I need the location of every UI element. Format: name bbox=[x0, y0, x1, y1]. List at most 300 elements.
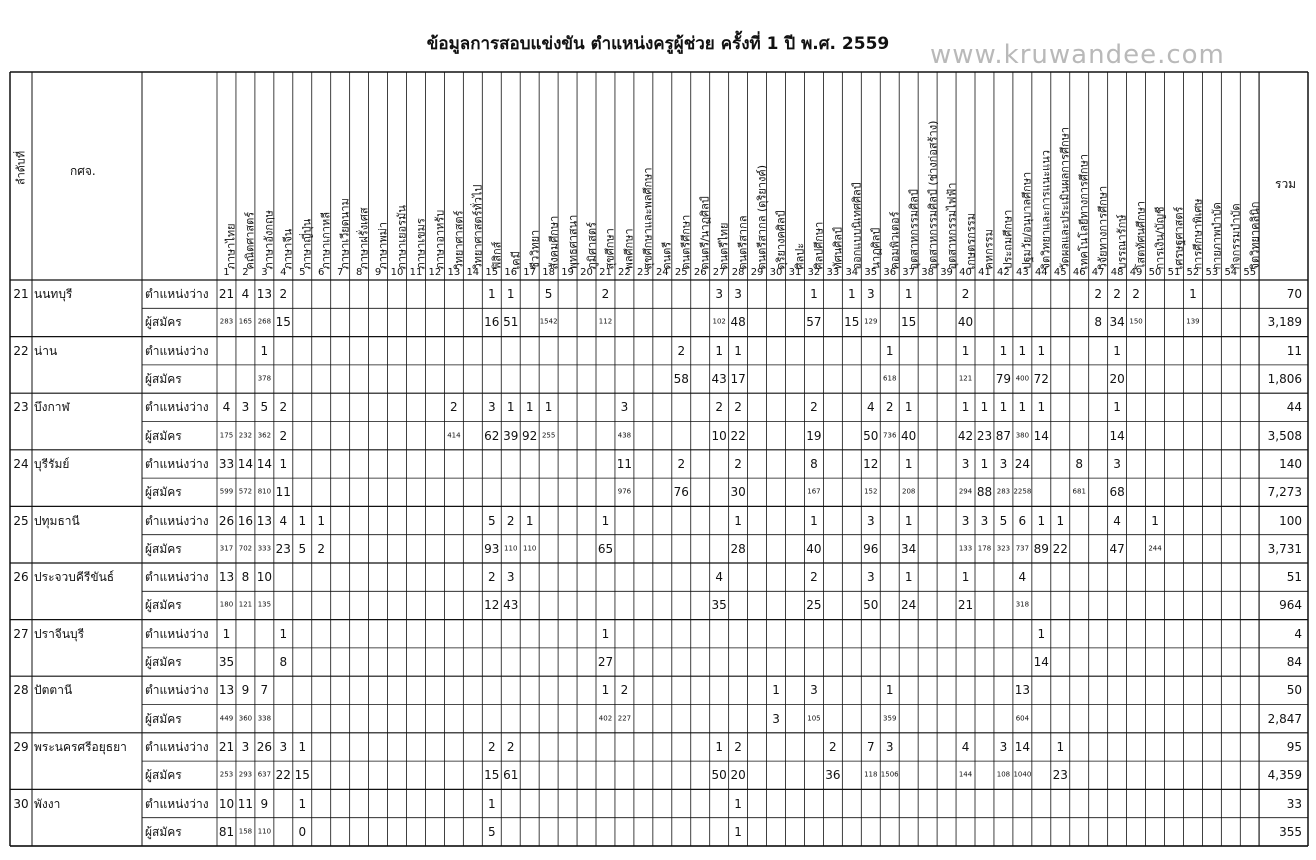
subject-header: โสตทัศนศึกษา bbox=[1134, 200, 1148, 270]
vacancy-value: 1 bbox=[999, 343, 1008, 358]
vacancy-value: 4 bbox=[715, 570, 723, 585]
applicant-value: 167 bbox=[807, 487, 821, 496]
label-vacancy: ตำแหน่งว่าง bbox=[145, 456, 209, 471]
column-number: 31 bbox=[788, 267, 802, 278]
applicant-value: 40 bbox=[806, 541, 822, 556]
vacancy-total: 4 bbox=[1294, 626, 1302, 641]
province-name: น่าน bbox=[34, 343, 58, 358]
vacancy-value: 3 bbox=[866, 287, 875, 302]
vacancy-value: 4 bbox=[279, 513, 288, 528]
applicant-value: 268 bbox=[257, 317, 272, 326]
vacancy-value: 1 bbox=[734, 796, 742, 811]
subject-header: ออกแบบนิเทศศิลป์ bbox=[850, 182, 864, 270]
applicant-value: 96 bbox=[863, 541, 879, 556]
vacancy-value: 1 bbox=[1056, 739, 1065, 754]
applicant-value: 40 bbox=[901, 428, 917, 443]
applicant-value: 87 bbox=[995, 428, 1012, 443]
column-number: 51 bbox=[1167, 267, 1181, 278]
vacancy-total: 11 bbox=[1286, 343, 1302, 358]
vacancy-value: 1 bbox=[279, 626, 288, 641]
vacancy-value: 2 bbox=[810, 400, 818, 415]
vacancy-value: 3 bbox=[241, 739, 250, 754]
vacancy-total: 70 bbox=[1286, 287, 1302, 302]
label-applicant: ผู้สมัคร bbox=[145, 485, 182, 500]
row-number: 21 bbox=[13, 287, 29, 302]
vacancy-value: 1 bbox=[734, 513, 742, 528]
column-number: 19 bbox=[561, 267, 574, 278]
applicant-value: 1 bbox=[734, 824, 742, 839]
province-name: ปัตตานี bbox=[34, 683, 73, 698]
vacancy-total: 100 bbox=[1279, 513, 1302, 528]
applicant-value: 283 bbox=[219, 317, 234, 326]
applicant-total: 2,847 bbox=[1267, 711, 1302, 726]
subject-header: ประถมศึกษา bbox=[1001, 209, 1015, 270]
subject-header: วิทยาศาสตร์ bbox=[452, 210, 466, 270]
column-number: 40 bbox=[959, 267, 972, 278]
applicant-total: 7,273 bbox=[1267, 485, 1302, 500]
column-number: 24 bbox=[655, 267, 669, 278]
subject-header: อุตสาหกรรมศิลป์ (ช่างก่อสร้าง) bbox=[926, 120, 940, 270]
vacancy-value: 1 bbox=[298, 739, 307, 754]
vacancy-value: 1 bbox=[999, 400, 1008, 415]
province-name: บึงกาฬ bbox=[34, 400, 70, 415]
vacancy-total: 140 bbox=[1279, 456, 1302, 471]
vacancy-value: 2 bbox=[885, 400, 894, 415]
vacancy-value: 1 bbox=[601, 626, 610, 641]
subject-header: ปฐมวัย/อนุบาลศึกษา bbox=[1020, 171, 1034, 270]
vacancy-value: 12 bbox=[863, 456, 879, 471]
vacancy-value: 1 bbox=[772, 683, 780, 698]
vacancy-value: 1 bbox=[904, 287, 913, 302]
applicant-value: 121 bbox=[958, 374, 973, 383]
label-vacancy: ตำแหน่งว่าง bbox=[145, 683, 209, 698]
vacancy-value: 1 bbox=[222, 626, 231, 641]
vacancy-value: 4 bbox=[241, 287, 250, 302]
column-number: 33 bbox=[826, 267, 840, 278]
label-vacancy: ตำแหน่งว่าง bbox=[145, 739, 209, 754]
vacancy-value: 11 bbox=[616, 456, 633, 471]
applicant-value: 15 bbox=[294, 768, 310, 783]
applicant-value: 702 bbox=[238, 544, 253, 553]
applicant-value: 72 bbox=[1033, 372, 1049, 387]
vacancy-value: 13 bbox=[256, 513, 273, 528]
applicant-value: 14 bbox=[1033, 428, 1049, 443]
vacancy-value: 1 bbox=[885, 683, 894, 698]
vacancy-value: 3 bbox=[866, 513, 875, 528]
applicant-total: 1,806 bbox=[1267, 372, 1302, 387]
vacancy-value: 1 bbox=[1018, 343, 1027, 358]
vacancy-value: 2 bbox=[506, 513, 515, 528]
applicant-value: 39 bbox=[503, 428, 519, 443]
subject-header: ภาษาเยอรมัน bbox=[395, 205, 409, 270]
vacancy-value: 1 bbox=[810, 513, 818, 528]
subject-header: ดนตรีสากล (ดุริยางค์) bbox=[755, 165, 769, 270]
applicant-value: 5 bbox=[487, 824, 496, 839]
vacancy-value: 1 bbox=[506, 400, 515, 415]
subject-header: ภูมิศาสตร์ bbox=[585, 222, 599, 270]
row-number: 25 bbox=[13, 513, 29, 528]
applicant-value: 14 bbox=[1033, 655, 1049, 670]
applicant-value: 135 bbox=[257, 600, 272, 609]
subject-header: ชีววิทยา bbox=[528, 229, 542, 270]
row-number: 23 bbox=[13, 400, 29, 415]
vacancy-value: 2 bbox=[734, 456, 742, 471]
applicant-value: 10 bbox=[711, 428, 727, 443]
vacancy-value: 3 bbox=[620, 400, 629, 415]
vacancy-value: 1 bbox=[1018, 400, 1027, 415]
column-number: 17 bbox=[523, 267, 537, 278]
subject-header: เกษตรกรรม bbox=[964, 213, 978, 270]
applicant-value: 12 bbox=[484, 598, 500, 613]
applicant-value: 61 bbox=[503, 768, 519, 783]
subject-header: อุตสาหกรรมไฟฟ้า bbox=[945, 182, 959, 270]
label-applicant: ผู้สมัคร bbox=[145, 598, 182, 613]
subject-header: จิตวิทยาและการแนะแนว bbox=[1039, 150, 1053, 270]
subject-header: อุตสาหกรรมศิลป์ bbox=[907, 189, 921, 270]
row-number: 26 bbox=[13, 570, 29, 585]
applicant-value: 158 bbox=[238, 827, 253, 836]
vacancy-value: 3 bbox=[961, 456, 970, 471]
applicant-value: 604 bbox=[1015, 714, 1030, 723]
vacancy-value: 2 bbox=[279, 400, 288, 415]
subject-header: ภาษาเกาหลี bbox=[319, 212, 333, 270]
applicant-value: 227 bbox=[617, 714, 632, 723]
applicant-value: 293 bbox=[238, 770, 253, 779]
vacancy-value: 7 bbox=[866, 739, 875, 754]
province-name: พระนครศรีอยุธยา bbox=[34, 739, 127, 754]
vacancy-value: 2 bbox=[506, 739, 515, 754]
applicant-value: 102 bbox=[712, 317, 726, 326]
vacancy-value: 1 bbox=[1113, 343, 1121, 358]
applicant-value: 81 bbox=[218, 824, 235, 839]
applicant-value: 253 bbox=[219, 770, 234, 779]
vacancy-value: 3 bbox=[810, 683, 818, 698]
vacancy-value: 14 bbox=[256, 456, 273, 471]
applicant-value: 50 bbox=[863, 598, 879, 613]
vacancy-value: 1 bbox=[810, 287, 818, 302]
column-number: 32 bbox=[807, 267, 821, 278]
label-applicant: ผู้สมัคร bbox=[145, 655, 182, 670]
applicant-value: 232 bbox=[238, 431, 253, 440]
column-number: 26 bbox=[693, 267, 707, 278]
subject-header: ภาษาจีน bbox=[281, 228, 295, 270]
applicant-value: 22 bbox=[730, 428, 746, 443]
column-number: 52 bbox=[1186, 267, 1200, 278]
vacancy-value: 3 bbox=[980, 513, 989, 528]
applicant-value: 11 bbox=[275, 485, 291, 500]
applicant-value: 93 bbox=[484, 541, 500, 556]
vacancy-value: 13 bbox=[218, 683, 235, 698]
column-number: 22 bbox=[618, 267, 631, 278]
label-vacancy: ตำแหน่งว่าง bbox=[145, 400, 209, 415]
column-number: 6 bbox=[318, 267, 325, 278]
column-number: 49 bbox=[1129, 267, 1143, 278]
applicant-value: 0 bbox=[298, 824, 307, 839]
vacancy-value: 13 bbox=[1014, 683, 1031, 698]
vacancy-value: 14 bbox=[1014, 739, 1031, 754]
applicant-total: 84 bbox=[1286, 655, 1302, 670]
applicant-value: 402 bbox=[598, 714, 613, 723]
applicant-value: 20 bbox=[730, 768, 746, 783]
applicant-value: 178 bbox=[977, 544, 992, 553]
label-vacancy: ตำแหน่งว่าง bbox=[145, 343, 209, 358]
vacancy-value: 3 bbox=[241, 400, 250, 415]
vacancy-value: 2 bbox=[620, 683, 629, 698]
vacancy-value: 1 bbox=[904, 456, 913, 471]
vacancy-value: 1 bbox=[961, 343, 970, 358]
vacancy-value: 3 bbox=[999, 739, 1008, 754]
applicant-value: 43 bbox=[711, 372, 727, 387]
applicant-value: 65 bbox=[597, 541, 614, 556]
subject-header: ภาษาญี่ปุ่น bbox=[300, 218, 314, 270]
vacancy-total: 44 bbox=[1286, 400, 1302, 415]
vacancy-value: 1 bbox=[317, 513, 326, 528]
label-applicant: ผู้สมัคร bbox=[145, 372, 182, 387]
subject-header: เคมี bbox=[509, 251, 523, 270]
subject-header: การศึกษาพิเศษ bbox=[1191, 198, 1205, 270]
applicant-total: 4,359 bbox=[1267, 768, 1302, 783]
subject-header: ดนตรี bbox=[660, 241, 674, 270]
applicant-value: 5 bbox=[298, 541, 307, 556]
applicant-value: 35 bbox=[218, 655, 235, 670]
column-number: 53 bbox=[1205, 267, 1219, 278]
column-number: 4 bbox=[280, 267, 287, 278]
province-name: ปทุมธานี bbox=[34, 513, 80, 528]
applicant-value: 62 bbox=[484, 428, 500, 443]
vacancy-value: 5 bbox=[260, 400, 269, 415]
column-number: 2 bbox=[242, 267, 249, 278]
column-number: 14 bbox=[466, 267, 480, 278]
applicant-value: 8 bbox=[279, 655, 288, 670]
applicant-value: 21 bbox=[957, 598, 974, 613]
vacancy-value: 6 bbox=[1018, 513, 1027, 528]
vacancy-value: 2 bbox=[961, 287, 970, 302]
applicant-value: 681 bbox=[1072, 487, 1086, 496]
applicant-value: 22 bbox=[1052, 541, 1068, 556]
applicant-total: 964 bbox=[1279, 598, 1302, 613]
vacancy-value: 2 bbox=[1113, 287, 1121, 302]
subject-header: คหกรรม bbox=[982, 229, 996, 270]
vacancy-value: 1 bbox=[260, 343, 269, 358]
subject-header: สุขศึกษาและพลศึกษา bbox=[641, 167, 655, 270]
column-number: 45 bbox=[1053, 267, 1067, 278]
column-number: 37 bbox=[902, 267, 916, 278]
applicant-value: 121 bbox=[238, 600, 253, 609]
vacancy-value: 1 bbox=[904, 570, 913, 585]
province-name: พังงา bbox=[34, 796, 61, 811]
applicant-value: 152 bbox=[864, 487, 878, 496]
label-vacancy: ตำแหน่งว่าง bbox=[145, 513, 209, 528]
applicant-value: 14 bbox=[1109, 428, 1125, 443]
column-number: 28 bbox=[731, 267, 745, 278]
province-name: ปราจีนบุรี bbox=[34, 626, 85, 641]
applicant-value: 30 bbox=[730, 485, 746, 500]
column-number: 20 bbox=[580, 267, 593, 278]
vacancy-value: 2 bbox=[810, 570, 818, 585]
subject-header: ดนตรีสากล bbox=[736, 215, 750, 270]
applicant-value: 2258 bbox=[1013, 487, 1032, 496]
applicant-value: 89 bbox=[1033, 541, 1049, 556]
applicant-value: 47 bbox=[1109, 541, 1125, 556]
applicant-value: 15 bbox=[484, 768, 500, 783]
vacancy-value: 2 bbox=[279, 287, 288, 302]
vacancy-value: 1 bbox=[734, 343, 742, 358]
vacancy-value: 3 bbox=[734, 287, 742, 302]
vacancy-value: 2 bbox=[1094, 287, 1102, 302]
applicant-value: 50 bbox=[863, 428, 879, 443]
vacancy-total: 51 bbox=[1286, 570, 1302, 585]
subject-header: พลศึกษา bbox=[622, 228, 636, 270]
applicant-value: 360 bbox=[238, 714, 253, 723]
vacancy-value: 9 bbox=[241, 683, 250, 698]
subject-header: ภาษาไทย bbox=[224, 223, 238, 270]
vacancy-value: 1 bbox=[487, 796, 496, 811]
subject-header: ดนตรีศึกษา bbox=[679, 214, 693, 270]
applicant-value: 43 bbox=[503, 598, 519, 613]
vacancy-total: 50 bbox=[1286, 683, 1302, 698]
vacancy-value: 2 bbox=[677, 343, 686, 358]
vacancy-value: 11 bbox=[237, 796, 254, 811]
column-number: 34 bbox=[845, 267, 859, 278]
vacancy-value: 2 bbox=[487, 570, 496, 585]
column-number: 12 bbox=[428, 267, 442, 278]
vacancy-value: 2 bbox=[715, 400, 723, 415]
vacancy-value: 1 bbox=[1037, 400, 1046, 415]
label-vacancy: ตำแหน่งว่าง bbox=[145, 570, 209, 585]
vacancy-value: 2 bbox=[1132, 287, 1140, 302]
vacancy-value: 7 bbox=[260, 683, 269, 698]
subject-header: ภาษาอาหรับ bbox=[433, 209, 447, 270]
vacancy-value: 5 bbox=[544, 287, 553, 302]
applicant-value: 15 bbox=[901, 315, 917, 330]
row-number: 27 bbox=[13, 626, 29, 641]
column-number: 42 bbox=[997, 267, 1010, 278]
subject-header: ภาษาพม่า bbox=[376, 221, 390, 270]
subject-header: ภาษาฝรั่งเศส bbox=[357, 207, 371, 270]
vacancy-value: 1 bbox=[847, 287, 856, 302]
applicant-value: 810 bbox=[257, 487, 272, 496]
vacancy-value: 26 bbox=[256, 739, 273, 754]
subject-header: เทคโนโลยีทางการศึกษา bbox=[1077, 153, 1091, 270]
row-number: 29 bbox=[13, 739, 29, 754]
column-number: 9 bbox=[374, 267, 382, 278]
subject-header: วัดผลและประเมินผลการศึกษา bbox=[1058, 126, 1072, 270]
vacancy-value: 1 bbox=[1189, 287, 1197, 302]
column-number: 30 bbox=[769, 267, 783, 278]
column-number: 36 bbox=[883, 267, 897, 278]
applicant-value: 637 bbox=[257, 770, 272, 779]
applicant-value: 359 bbox=[883, 714, 897, 723]
vacancy-value: 4 bbox=[1018, 570, 1027, 585]
applicant-value: 68 bbox=[1109, 485, 1125, 500]
applicant-value: 449 bbox=[219, 714, 234, 723]
vacancy-value: 3 bbox=[506, 570, 515, 585]
vacancy-value: 10 bbox=[256, 570, 273, 585]
applicant-value: 2 bbox=[279, 428, 288, 443]
applicant-value: 17 bbox=[730, 372, 746, 387]
vacancy-value: 1 bbox=[980, 456, 989, 471]
column-number: 46 bbox=[1072, 267, 1086, 278]
applicant-value: 58 bbox=[673, 372, 689, 387]
vacancy-value: 1 bbox=[961, 570, 970, 585]
row-number: 30 bbox=[13, 796, 29, 811]
subject-header: ทัศนศิลป์ bbox=[831, 227, 845, 270]
applicant-value: 108 bbox=[996, 770, 1011, 779]
applicant-value: 378 bbox=[257, 374, 272, 383]
applicant-value: 105 bbox=[807, 714, 821, 723]
vacancy-value: 13 bbox=[218, 570, 235, 585]
vacancy-value: 1 bbox=[1037, 343, 1046, 358]
applicant-value: 1040 bbox=[1013, 770, 1032, 779]
subject-header: จิตวิทยาคลินิก bbox=[1248, 201, 1262, 270]
column-number: 39 bbox=[940, 267, 953, 278]
column-number: 29 bbox=[750, 267, 764, 278]
vacancy-value: 1 bbox=[1151, 513, 1159, 528]
vacancy-value: 1 bbox=[1056, 513, 1065, 528]
vacancy-value: 1 bbox=[961, 400, 970, 415]
subject-header: คอมพิวเตอร์ bbox=[888, 211, 902, 270]
applicant-value: 50 bbox=[711, 768, 727, 783]
vacancy-value: 8 bbox=[810, 456, 818, 471]
watermark: www.kruwandee.com bbox=[930, 40, 1225, 70]
applicant-value: 40 bbox=[957, 315, 974, 330]
column-number: 21 bbox=[599, 267, 612, 278]
vacancy-value: 21 bbox=[218, 287, 235, 302]
row-number: 22 bbox=[13, 343, 29, 358]
applicant-value: 51 bbox=[503, 315, 519, 330]
applicant-value: 318 bbox=[1015, 600, 1030, 609]
label-applicant: ผู้สมัคร bbox=[145, 428, 182, 443]
applicant-value: 283 bbox=[996, 487, 1011, 496]
column-number: 5 bbox=[299, 267, 306, 278]
applicant-value: 8 bbox=[1094, 315, 1102, 330]
vacancy-value: 14 bbox=[237, 456, 254, 471]
vacancy-value: 21 bbox=[218, 739, 235, 754]
province-name: บุรีรัมย์ bbox=[34, 456, 70, 471]
applicant-value: 144 bbox=[958, 770, 973, 779]
column-number: 35 bbox=[864, 267, 878, 278]
vacancy-value: 2 bbox=[601, 287, 610, 302]
column-number: 13 bbox=[447, 267, 461, 278]
applicant-value: 2 bbox=[317, 541, 326, 556]
subject-header: ภาษาเขมร bbox=[414, 218, 428, 270]
vacancy-value: 9 bbox=[260, 796, 269, 811]
applicant-value: 294 bbox=[958, 487, 973, 496]
column-number: 16 bbox=[504, 267, 518, 278]
subject-header: พุทธศาสนา bbox=[566, 214, 580, 270]
vacancy-value: 1 bbox=[525, 400, 534, 415]
applicant-total: 3,508 bbox=[1267, 428, 1302, 443]
subject-header: นาฏศิลป์ bbox=[869, 227, 883, 270]
applicant-value: 150 bbox=[1129, 317, 1143, 326]
vacancy-value: 8 bbox=[1075, 456, 1084, 471]
vacancy-value: 3 bbox=[1113, 456, 1121, 471]
label-vacancy: ตำแหน่งว่าง bbox=[145, 287, 209, 302]
vacancy-value: 4 bbox=[1113, 513, 1121, 528]
column-number: 23 bbox=[637, 267, 650, 278]
vacancy-value: 8 bbox=[241, 570, 250, 585]
header-total: รวม bbox=[1275, 177, 1297, 191]
applicant-value: 22 bbox=[275, 768, 291, 783]
label-applicant: ผู้สมัคร bbox=[145, 711, 182, 726]
vacancy-total: 33 bbox=[1286, 796, 1302, 811]
label-applicant: ผู้สมัคร bbox=[145, 541, 182, 556]
vacancy-value: 33 bbox=[218, 456, 235, 471]
applicant-value: 737 bbox=[1015, 544, 1030, 553]
label-vacancy: ตำแหน่งว่าง bbox=[145, 626, 209, 641]
vacancy-value: 2 bbox=[734, 400, 742, 415]
subject-header: เศรษฐศาสตร์ bbox=[1172, 206, 1186, 270]
